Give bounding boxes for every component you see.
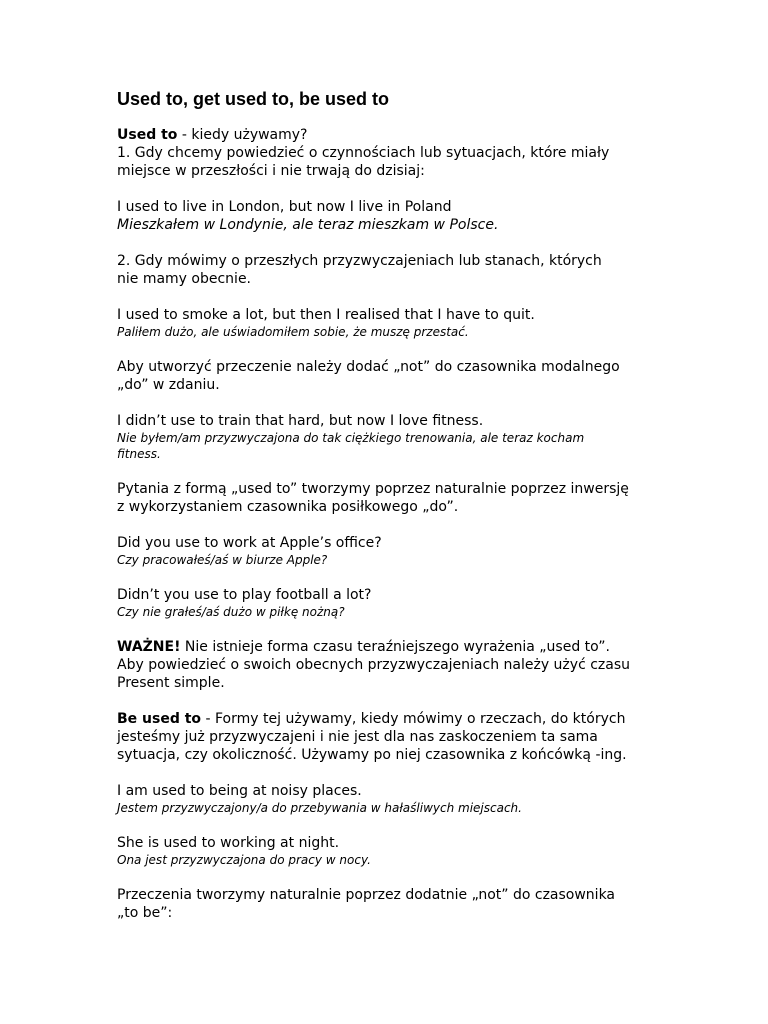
important-note [117,638,697,692]
example-2-polish: Paliłem dużo, ale uświadomiłem sobie, że muszę przestać. [117,325,469,339]
question-rule-line-2: z wykorzystaniem czasownika posiłkowego „do”. [117,499,459,515]
example-3-english: I didn’t use to train that hard, but now I love fitness. [117,413,484,429]
section-used-to-intro [117,126,697,180]
important-note-line-3: Present simple. [117,675,225,691]
be-used-to-negation-line-1: Przeczenia tworzymy naturalnie poprzez dodatnie „not” do czasownika [117,887,616,903]
negation-rule [117,358,697,394]
document-title: Used to, get used to, be used to [117,89,390,109]
term-be-used-to: Be used to [117,711,202,727]
rule-1-line-1: 1. Gdy chcemy powiedzieć o czynnościach lub sytuacjach, które miały [117,145,610,161]
example-4-polish: Czy pracowałeś/aś w biurze Apple? [117,553,328,567]
example-3-polish-line-2: fitness. [117,447,161,461]
example-5-polish: Czy nie grałeś/aś dużo w piłkę nożną? [117,605,345,619]
intro-question: - kiedy używamy? [177,127,308,143]
example-7-english: She is used to working at night. [117,835,340,851]
important-note-line-2: Aby powiedzieć o swoich obecnych przyzwyczajeniach należy użyć czasu [117,657,631,673]
example-6-english: I am used to being at noisy places. [117,783,362,799]
example-1-english: I used to live in London, but now I live in Poland [117,199,452,215]
rule-2 [117,252,697,288]
example-3-polish [117,430,697,462]
example-4-english: Did you use to work at Apple’s office? [117,535,382,551]
negation-rule-line-2: „do” w zdaniu. [117,377,220,393]
be-used-to-line-3: sytuacja, czy okoliczność. Używamy po niej czasownika z końcówką -ing. [117,747,627,763]
be-used-to-negation-line-2: „to be”: [117,905,173,921]
example-3-polish-line-1: Nie byłem/am przyzwyczajona do tak ciężkiego trenowania, ale teraz kocham [117,431,585,445]
document-page [117,88,697,940]
rule-2-line-2: nie mamy obecnie. [117,271,252,287]
negation-rule-line-1: Aby utworzyć przeczenie należy dodać „not” do czasownika modalnego [117,359,620,375]
question-rule [117,480,697,516]
important-label: WAŻNE! [117,639,181,655]
rule-1-line-2: miejsce w przeszłości i nie trwają do dzisiaj: [117,163,425,179]
question-rule-line-1: Pytania z formą „used to” tworzymy poprzez naturalnie poprzez inwersję [117,481,629,497]
be-used-to-negation-rule [117,886,697,922]
example-5-english: Didn’t you use to play football a lot? [117,587,372,603]
be-used-to-line-1: - Formy tej używamy, kiedy mówimy o rzeczach, do których [201,711,626,727]
term-used-to: Used to [117,127,178,143]
be-used-to-line-2: jesteśmy już przyzwyczajeni i nie jest dla nas zaskoczeniem ta sama [117,729,598,745]
example-2-english: I used to smoke a lot, but then I realised that I have to quit. [117,307,535,323]
important-note-line-1: Nie istnieje forma czasu teraźniejszego wyrażenia „used to”. [180,639,610,655]
example-6-polish: Jestem przyzwyczajony/a do przebywania w hałaśliwych miejscach. [117,801,522,815]
section-be-used-to [117,710,697,764]
example-7-polish: Ona jest przyzwyczajona do pracy w nocy. [117,853,371,867]
example-1-polish: Mieszkałem w Londynie, ale teraz mieszkam w Polsce. [117,217,499,233]
rule-2-line-1: 2. Gdy mówimy o przeszłych przyzwyczajeniach lub stanach, których [117,253,602,269]
